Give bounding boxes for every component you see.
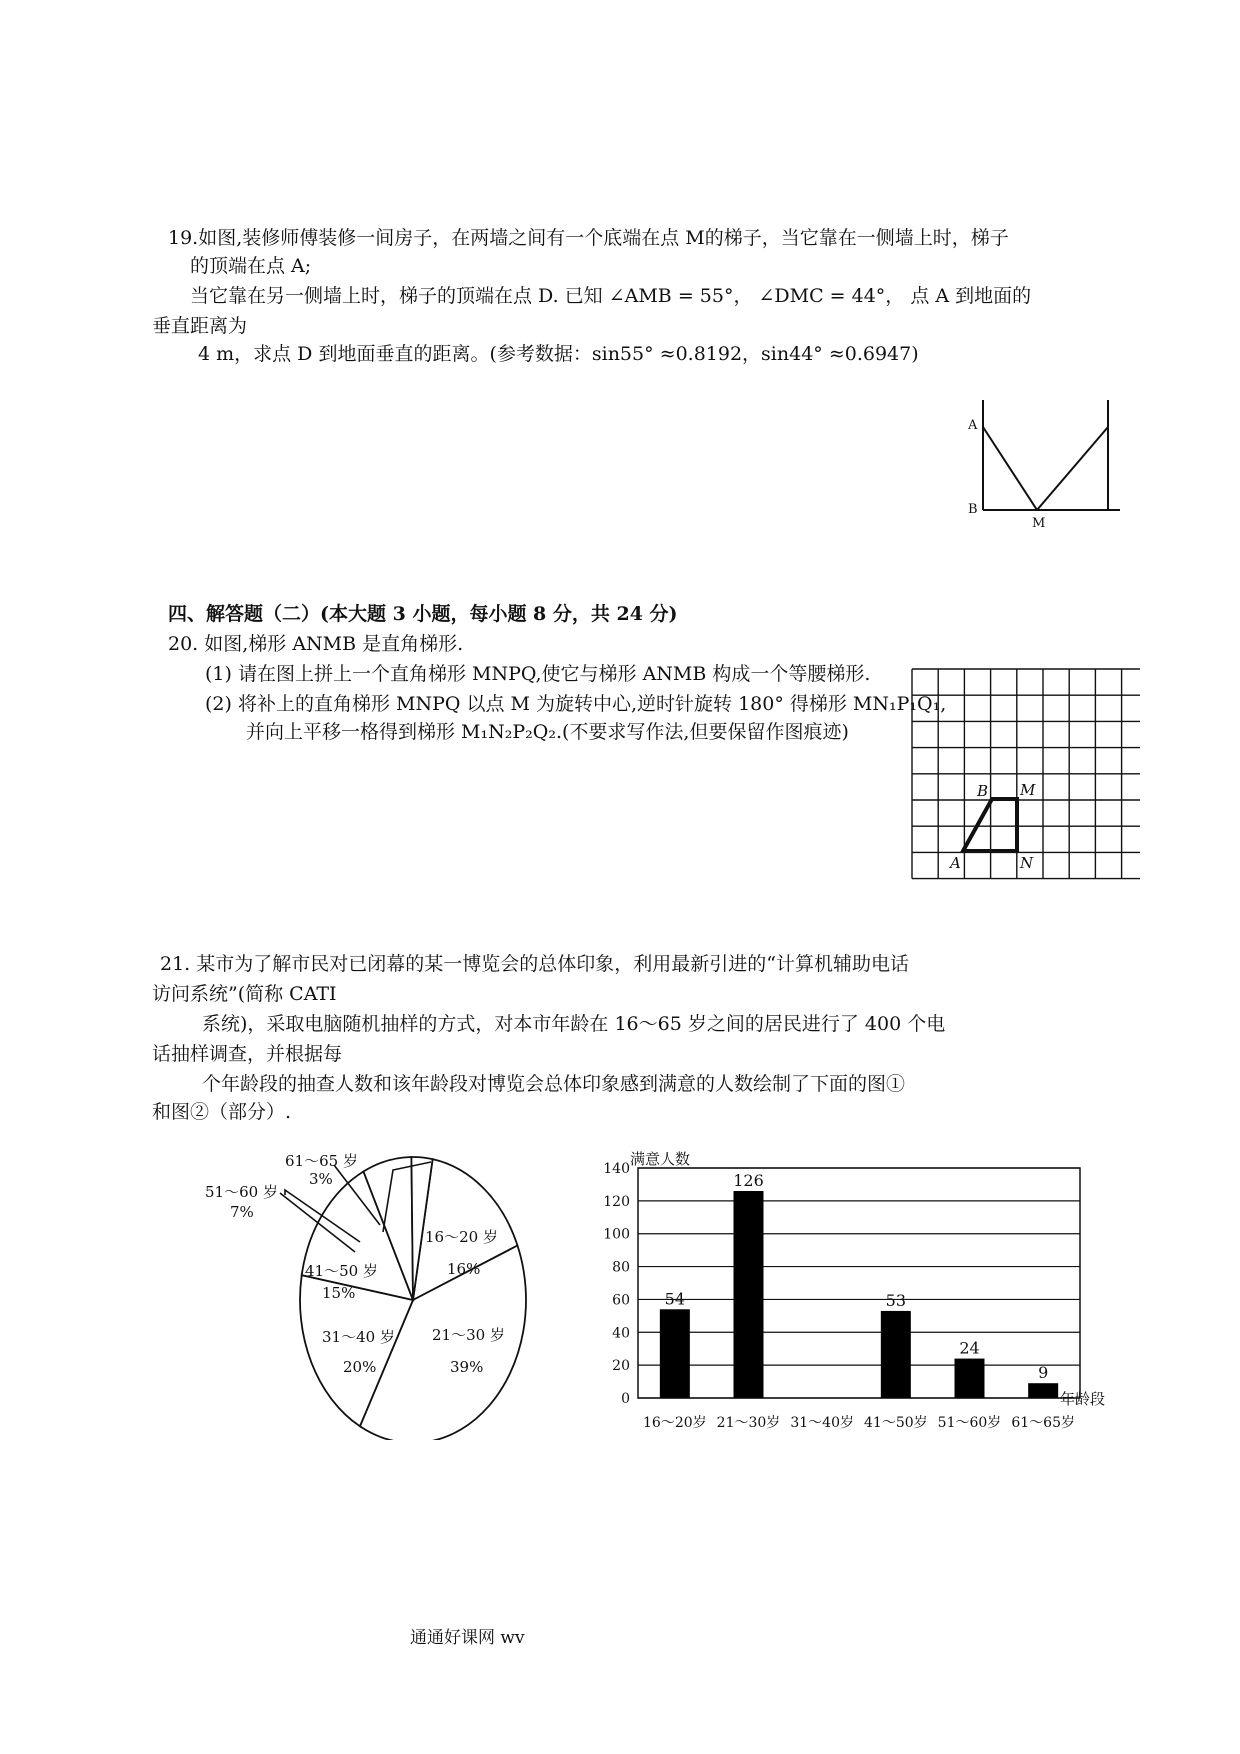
pie-label-51-60: 51～60 岁 [205,1183,278,1201]
bar-ylabel: 满意人数 [630,1150,691,1168]
bar-ytick-label: 60 [612,1292,630,1309]
bar-ytick-label: 100 [603,1226,630,1243]
q20-line1: 20. 如图,梯形 ANMB 是直角梯形. [168,633,464,655]
q19-line1: 19.如图,装修师傅装修一间房子，在两墙之间有一个底端在点 M的梯子，当它靠在一侧墙上时，梯子 [168,227,1009,249]
bar-value-label: 126 [733,1171,764,1190]
bar-ytick-label: 20 [612,1358,630,1375]
q20-grid-figure [910,668,1140,880]
q19-label-b: B [968,502,978,517]
bar-ytick-label: 0 [621,1391,630,1407]
pie-pct-21-30: 39% [450,1358,484,1376]
q20-line2: (1) 请在图上拼上一个直角梯形 MNPQ,使它与梯形 ANMB 构成一个等腰梯形. [205,663,871,685]
bar-ytick-label: 80 [612,1259,630,1276]
bar-category-label: 31～40岁 [790,1415,854,1431]
pie-label-31-40: 31～40 岁 [322,1328,395,1346]
bar-category-label: 61～65岁 [1011,1415,1075,1431]
q19-line4: 垂直距离为 [152,315,248,337]
q20-line4: 并向上平移一格得到梯形 M₁N₂P₂Q₂.(不要求写作法,但要保留作图痕迹) [246,721,849,743]
q19-line3: 当它靠在另一侧墙上时，梯子的顶端在点 D. 已知 ∠AMB = 55°， ∠DMC = 44°， 点 A 到地面的 [190,285,1032,307]
q20-label-m: M [1020,781,1036,799]
bar-ytick-label: 40 [612,1325,630,1342]
bar-plot-frame [638,1168,1080,1398]
pie-label-41-50: 41～50 岁 [305,1262,378,1280]
bar-category-label: 41～50岁 [864,1415,928,1431]
pie-label-21-30: 21～30 岁 [432,1326,505,1344]
bar-5 [1028,1383,1058,1398]
bar-category-label: 51～60岁 [937,1415,1002,1431]
q19-label-a: A [968,418,978,433]
pie-pct-61-65: 3% [309,1170,333,1188]
pie-pct-41-50: 15% [322,1284,356,1302]
bar-ytick-label: 140 [603,1161,630,1177]
pie-pct-31-40: 20% [343,1358,377,1376]
bar-value-label: 9 [1038,1363,1049,1383]
bar-ytick-label: 120 [603,1193,630,1210]
pie-label-16-20: 16～20 岁 [425,1228,498,1246]
q21-line4: 话抽样调查，并根据每 [152,1043,343,1065]
q19-line2: 的顶端在点 A; [190,255,312,277]
bar-value-label: 53 [885,1290,907,1310]
bar-value-label: 24 [959,1338,980,1358]
bar-xlabel: 年龄段 [1060,1390,1106,1408]
bar-4 [955,1359,985,1398]
q19-ladder-figure [960,395,1120,535]
q20-label-b: B [977,782,989,800]
footer-text: 通通好课网 wv [410,1628,525,1648]
q21-line1: 21. 某市为了解市民对已闭幕的某一博览会的总体印象，利用最新引进的“计算机辅助电话 [160,953,909,975]
q19-label-m: M [1032,516,1046,531]
section4-heading: 四、解答题（二）(本大题 3 小题，每小题 8 分，共 24 分) [168,603,678,625]
q21-line5: 个年龄段的抽查人数和该年龄段对博览会总体印象感到满意的人数绘制了下面的图① [202,1073,906,1095]
pie-label-61-65: 61～65 岁 [285,1152,358,1170]
q19-line5: 4 m，求点 D 到地面垂直的距离。(参考数据：sin55° ≈0.8192，sin44° ≈0.6947) [198,343,919,365]
q20-line3: (2) 将补上的直角梯形 MNPQ 以点 M 为旋转中心,逆时针旋转 180° 得梯形 MN₁P₁Q₁, [205,693,947,715]
bar-1 [734,1191,764,1398]
q20-label-n: N [1020,854,1034,872]
bar-category-label: 16～20岁 [643,1415,707,1431]
bar-0 [660,1309,690,1398]
bar-chart [600,1150,1240,1450]
q21-line6: 和图②（部分）. [152,1101,292,1123]
pie-pct-51-60: 7% [230,1203,254,1221]
q21-line2: 访问系统”(简称 CATI [152,983,337,1005]
pie-chart [195,1150,545,1440]
pie-pct-16-20: 16% [447,1260,481,1278]
q21-line3: 系统)，采取电脑随机抽样的方式，对本市年龄在 16～65 岁之间的居民进行了 400 个电 [202,1013,946,1035]
q20-label-a: A [950,854,961,872]
bar-category-label: 21～30岁 [716,1415,781,1431]
bar-3 [881,1311,911,1398]
bar-value-label: 54 [664,1289,686,1309]
